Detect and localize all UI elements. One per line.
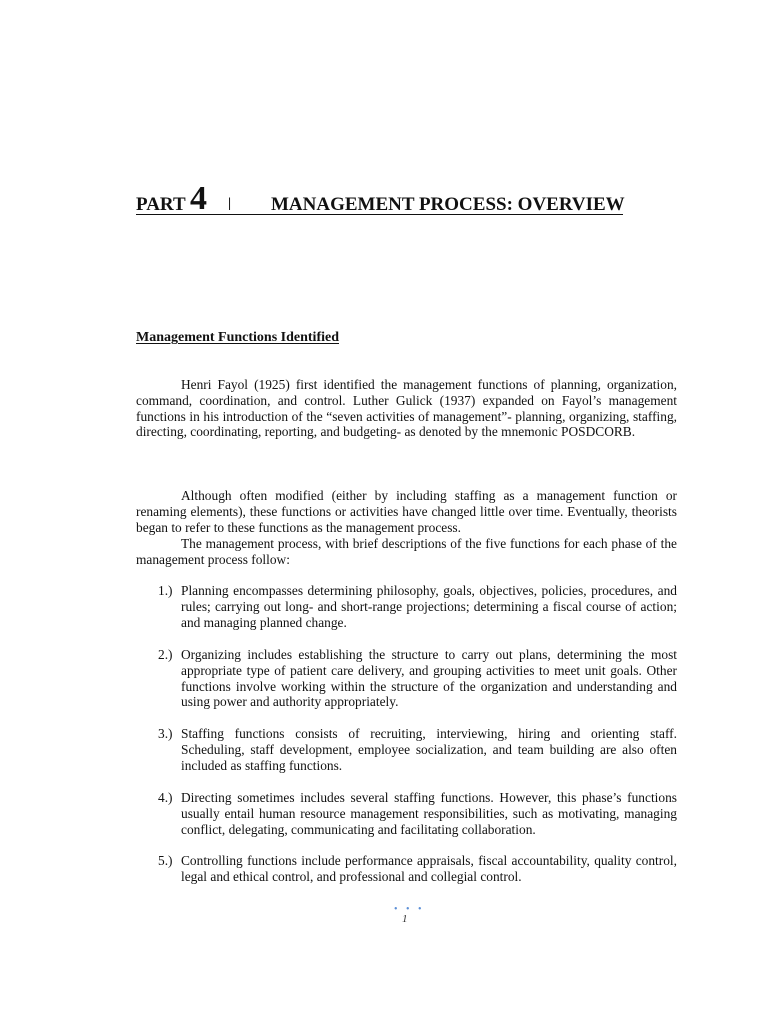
- list-item-number: 1.): [158, 583, 173, 598]
- paragraph-modified: Although often modified (either by including staffing as a management function or renaming elements), these functions or activities have changed little over time. Eventually, theorists began to refer to these functions as the management process.: [136, 488, 677, 535]
- paragraph-process: The management process, with brief descriptions of the five functions for each phase of the management process follow:: [136, 536, 677, 567]
- part-heading: [136, 180, 623, 215]
- list-item-text: Staffing functions consists of recruiting, interviewing, hiring and orienting staff. Scheduling, staff development, employee socialization, and team building are also often included as staffing functions.: [181, 726, 677, 773]
- footer-dots: • • •: [394, 904, 425, 915]
- heading-separator: |: [228, 196, 232, 211]
- list-item-text: Planning encompasses determining philosophy, goals, objectives, policies, procedures, and rules; carrying out long- and short-range projections; determining a fiscal course of action; and managing planned change.: [181, 583, 677, 630]
- part-number: 4: [190, 180, 207, 217]
- list-item-number: 4.): [158, 790, 173, 805]
- list-item-number: 5.): [158, 853, 173, 868]
- list-item-number: 2.): [158, 647, 173, 662]
- list-item-text: Organizing includes establishing the structure to carry out plans, determining the most appropriate type of patient care delivery, and grouping activities to meet unit goals. Other functions involve working within the structure of the organization and understanding and using power and authority appropriately.: [181, 647, 677, 710]
- part-label: PART: [136, 194, 186, 215]
- list-item-text: Directing sometimes includes several staffing functions. However, this phase’s functions usually entail human resource management responsibilities, such as motivating, managing conflict, delegating, communicating and facilitating collaboration.: [181, 790, 677, 837]
- list-item-text: Controlling functions include performance appraisals, fiscal accountability, quality control, legal and ethical control, and professional and collegial control.: [181, 853, 677, 884]
- section-title: Management Functions Identified: [136, 330, 339, 345]
- paragraph-fayol: Henri Fayol (1925) first identified the management functions of planning, organization, command, coordination, and control. Luther Gulick (1937) expanded on Fayol’s management functions in his introduction of the “seven activities of management”- planning, organizing, staffing, directing, coordinating, reporting, and budgeting- as denoted by the mnemonic POSDCORB.: [136, 377, 677, 440]
- part-title: MANAGEMENT PROCESS: OVERVIEW: [271, 194, 625, 215]
- list-item-number: 3.): [158, 726, 173, 741]
- page-number: 1: [402, 913, 408, 925]
